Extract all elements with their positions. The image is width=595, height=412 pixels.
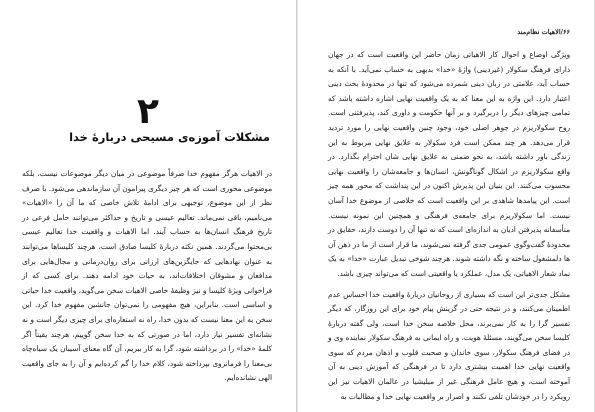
right-page [297,0,594,412]
left-body-text [22,167,272,386]
chapter-number: ۲ [137,91,159,132]
paragraph: در الاهیات هرگز مفهوم خدا صرفاً موضوعی در میان دیگر موضوعات نیست، بلکه موضوعی محوری است که هر چیز دیگری پیرامون آن سازماندهی می‌شود. با صرف نظر از این موضوع، توجیهی برای ادامهٔ تلاش خاصی که ما آن را «الاهیات» می‌نامیم، باقی نمی‌ماند. تعالیم عیسی و تاریخ و حداکثر می‌توانند حامل فرعی در تاریخ فرهنگ انسان‌ها به حساب آیند. اما الاهیات و واقعیت خدا تعالیم عیسی بی‌محتوا می‌گردند. همین نکته دربارهٔ کلیسا صادق است، هرچند کلیساها می‌توانند به عنوان نهادهایی که جایگزین‌های ارزانی برای روان‌درمانی و مجال‌هایی برای مدافعان و مشوقان اختلافات‌اند، به حیات خود ادامه دهند. برای کسی که از فراخوانی ویژهٔ کلیسا و نیز وظیفهٔ خاصی الاهیات سخن می‌گوید، واقعیت خدا حیاتی و اساسی است. بنابراین، هیچ مفهومی را نمی‌توان جانشین مفهوم خدا کرد. این سخن به این معنا نیست که بدون خدا، راه نه استعاره‌ای برای چیزی دیگر است و نه نشانه‌ای تفسیر نیاز دارد، اما در صورتی که به خدا سخن گوییم، هرچند یقیناً اگر کلمهٔ «خدا» را در برداشته شود، گرا به کار ببریم، آن گاه معنای آسیبان یک سیاه‌چاه بی‌معنا را فرمانروی بپرداخته شود، کلام خدا را گم کرده‌ایم و آن را به جای واقعیت الهی نشانده‌ایم. [22,169,272,383]
paragraph: مشکل جدی‌تر این است که بسیاری از روحانیان دربارهٔ واقعیت خدا احساس عدم اطمینان می‌کنند، و در نتیجه حتی در گزینش پیام خود برای این روزگار، که دیگر تفسیر گرا را به کار نمی‌برند، محل خلاصه سخن خدا است، ولی گفته دربارهٔ کلیسا سخن می‌گویند، مسئلهٔ هویت، و راه ایمانی به فرهنگ سکولار نماینده وی و در فضای فرهنگ سکولار، سوی خاندان و صحبت قلوب و اذهان مردم که سوی واقعیت نهایی خدا اهمیت بیشتری دارد تا در فرهنگی که آموزش دینی به آن آموخته است، و هیچ عامل فرهنگی غیر از میلیشیا در عالمان الاهیات نیز این رویکرد را در خودشان تلقی نکنند و اصرار بر واقعیت نهایی خدا و مطالبات به [328,289,570,401]
paragraph: ویژگی اوضاع و احوال کار الاهیاتی زمان حاضر این واقعیت است که در جهان دارای فرهنگ سکولار (غیردینی) واژهٔ «خدا» بدیهی به حساب نمی‌آید. با آنکه به حساب آید، علامتی در زبان دینی شمرده می‌شود که تنها در محدودهٔ بحث دینی اعتبار دارد. این واژه به این معنا که به یک واقعیت نهایی اشاره داشته باشد که تمامی چیزهای دیگر را دربرگیرد و بر آنها حکومت و داوری کند، پذیرفتنی است. روح سکولاریزم در جوهر اصلی خود، وجود چنین واقعیت نهایی را مورد تردید قرار می‌دهد. هر چند ممکن است فرد سکولار به علایق نهایی مربوط به این زندگی باور داشته باشد، به نحو ضمنی به علایق نهایی شان احترام بگذارد. در واقع سکولاریزم در اشکال گوناگونش، انسان‌ها و جامعه‌شان را واقعیت نهایی محسوب می‌کنند. این بنیان این پذیرش اکنون در این پنداشت که محور همه چیز است. این پیامدها شاهدی بر این واقعیت است که خلاصی از موضوع خدا آسان نیست. اما سکولاریزم برای جامعه‌ی فرهنگی و همچنین این نمونه نیست. متأسفانه پذیرفتن ادیان به اندازه‌ای است که نه تنها آن را دوست دارند، حقایق در محدودهٔ گفت‌وگوی عمومی جدی گرفته نمی‌شوند، ما قرار است از ما در ذهن آن ها دلمشغول ساخته و نگه داشته شوند. هرچند شوخی تبدیل عبارت «خدا» به یک نماد شعار الاهیاتی، یک مدل، عملکرد یا واقعیتی است که می‌تواند چیزی باشد. [328,50,570,278]
running-header: ۶۶/الاهیات نظام‌مند [517,28,570,36]
left-page [0,0,297,412]
right-body-text [328,48,570,404]
chapter-title: مشکلات آموزه‌ی مسیحی دربارهٔ خدا [69,130,270,144]
